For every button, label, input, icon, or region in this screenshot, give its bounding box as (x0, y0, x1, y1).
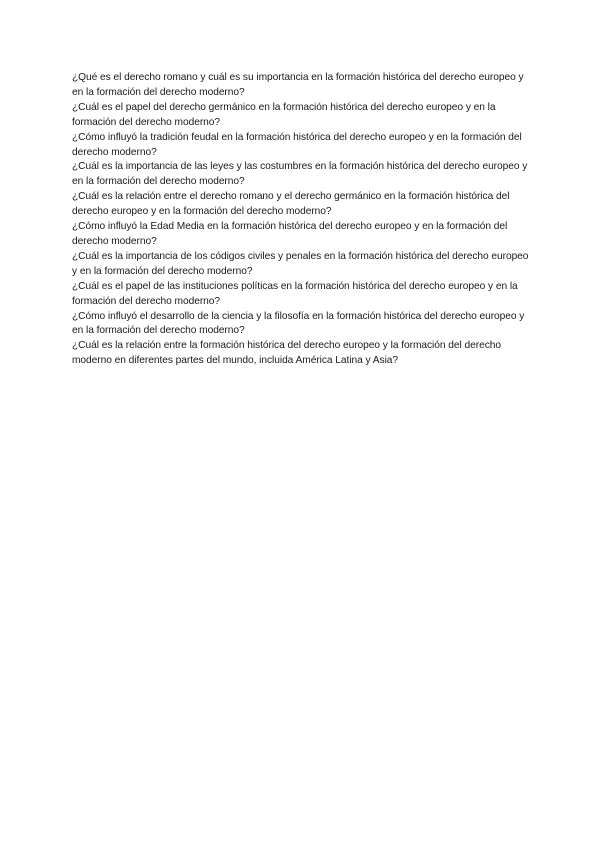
question-item: ¿Cuál es el papel de las instituciones políticas en la formación histórica del derecho europeo y en la formación del derecho moderno? (72, 280, 518, 307)
question-item: ¿Cuál es la importancia de las leyes y las costumbres en la formación histórica del derecho europeo y en la formación del derecho moderno? (72, 161, 528, 188)
question-item: ¿Cuál es el papel del derecho germánico en la formación histórica del derecho europeo y en la formación del derecho moderno? (72, 101, 496, 128)
question-item: ¿Cuál es la relación entre el derecho romano y el derecho germánico en la formación histórica del derecho europeo y en la formación del derecho moderno? (72, 191, 510, 218)
question-item: ¿Cómo influyó la tradición feudal en la formación histórica del derecho europeo y en la formación del derecho moderno? (72, 131, 522, 158)
question-list (72, 71, 532, 369)
question-item: ¿Cuál es la importancia de los códigos civiles y penales en la formación histórica del derecho europeo y en la formación del derecho moderno? (72, 250, 529, 277)
question-item: ¿Cómo influyó el desarrollo de la ciencia y la filosofía en la formación histórica del derecho europeo y en la formación del derecho moderno? (72, 310, 525, 337)
question-item: ¿Cómo influyó la Edad Media en la formación histórica del derecho europeo y en la formación del derecho moderno? (72, 221, 508, 247)
question-item: ¿Cuál es la relación entre la formación histórica del derecho europeo y la formación del derecho moderno en diferentes partes del mundo, incluida América Latina y Asia? (72, 340, 501, 367)
question-item: ¿Qué es el derecho romano y cuál es su importancia en la formación histórica del derecho europeo y en la formación del derecho moderno? (72, 72, 524, 98)
